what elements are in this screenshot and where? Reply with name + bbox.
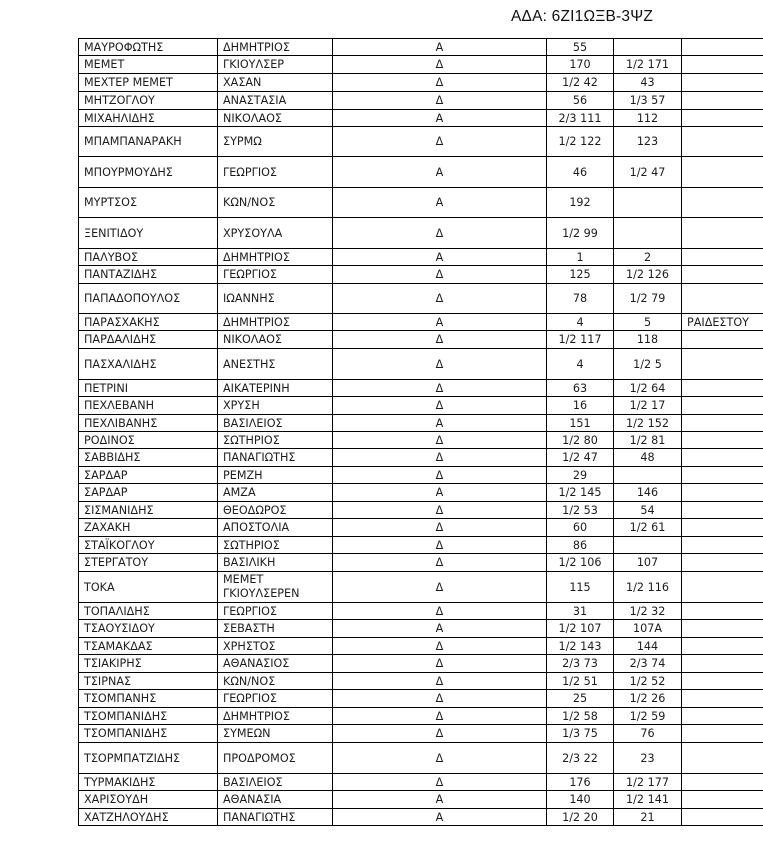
surname-cell: ΣΙΣΜΑΝΙΔΗΣ [79, 502, 218, 519]
table-row [79, 218, 763, 249]
first-name-cell: ΒΑΣΙΛΙΚΗ [218, 554, 333, 572]
number-cell: 1/2 99 [547, 218, 614, 249]
surname-cell: ΣΤΕΡΓΑΤΟΥ [79, 554, 218, 572]
number-cell: 1/2 117 [547, 331, 614, 349]
type-cell: Α [333, 157, 547, 188]
second-number-cell: 1/2 32 [614, 603, 682, 620]
table-row [79, 620, 763, 638]
note-cell [682, 415, 763, 432]
type-cell: Δ [333, 673, 547, 690]
second-number-cell: 118 [614, 331, 682, 349]
first-name-cell: ΓΕΩΡΓΙΟΣ [218, 690, 333, 708]
surname-cell: ΠΑΠΑΔΟΠΟΥΛΟΣ [79, 284, 218, 314]
table-row [79, 127, 763, 157]
number-cell: 2/3 22 [547, 743, 614, 774]
surname-cell: ΣΑΒΒΙΔΗΣ [79, 449, 218, 467]
note-cell [682, 725, 763, 743]
surname-cell: ΜΠΟΥΡΜΟΥΔΗΣ [79, 157, 218, 188]
type-cell: Δ [333, 266, 547, 284]
first-name-cell: ΧΑΣΑΝ [218, 74, 333, 92]
surname-cell: ΠΑΛΥΒΟΣ [79, 249, 218, 266]
table-row [79, 415, 763, 432]
type-cell: Δ [333, 725, 547, 743]
table-row [79, 467, 763, 484]
number-cell: 78 [547, 284, 614, 314]
table-row [79, 519, 763, 537]
number-cell: 55 [547, 39, 614, 56]
first-name-cell: ΑΠΟΣΤΟΛΙΑ [218, 519, 333, 537]
second-number-cell: 1/2 17 [614, 397, 682, 415]
number-cell: 1/2 51 [547, 673, 614, 690]
note-cell [682, 432, 763, 449]
type-cell: Α [333, 484, 547, 502]
first-name-cell: ΠΑΝΑΓΙΩΤΗΣ [218, 809, 333, 826]
number-cell: 4 [547, 314, 614, 331]
type-cell: Δ [333, 572, 547, 603]
table-row [79, 655, 763, 673]
note-cell [682, 554, 763, 572]
note-cell [682, 449, 763, 467]
note-cell [682, 74, 763, 92]
first-name-cell: ΑΝΕΣΤΗΣ [218, 349, 333, 380]
number-cell: 1/2 106 [547, 554, 614, 572]
type-cell: Δ [333, 218, 547, 249]
first-name-cell: ΑΘΑΝΑΣΙΟΣ [218, 655, 333, 673]
second-number-cell: 1/2 152 [614, 415, 682, 432]
first-name-cell: ΝΙΚΟΛΑΟΣ [218, 110, 333, 127]
surname-cell: ΤΣΑΜΑΚΔΑΣ [79, 638, 218, 655]
number-cell: 1/3 75 [547, 725, 614, 743]
table-row [79, 249, 763, 266]
second-number-cell: 43 [614, 74, 682, 92]
surname-cell: ΠΕΧΛΕΒΑΝΗ [79, 397, 218, 415]
first-name-cell: ΠΑΝΑΓΙΩΤΗΣ [218, 449, 333, 467]
second-number-cell: 107Α [614, 620, 682, 638]
first-name-cell: ΓΚΙΟΥΛΣΕΡ [218, 56, 333, 74]
second-number-cell [614, 39, 682, 56]
second-number-cell [614, 467, 682, 484]
type-cell: Α [333, 249, 547, 266]
number-cell: 63 [547, 380, 614, 397]
note-cell [682, 809, 763, 826]
note-cell [682, 655, 763, 673]
surname-cell: ΠΑΡΔΑΛΙΔΗΣ [79, 331, 218, 349]
table-row [79, 110, 763, 127]
table-row [79, 92, 763, 110]
second-number-cell: 5 [614, 314, 682, 331]
type-cell: Δ [333, 690, 547, 708]
type-cell: Δ [333, 743, 547, 774]
ada-code: ΑΔΑ: 6ΖΙ1ΩΞΒ-3ΨΖ [511, 8, 654, 25]
type-cell: Α [333, 809, 547, 826]
note-cell [682, 519, 763, 537]
first-name-cell: ΝΙΚΟΛΑΟΣ [218, 331, 333, 349]
type-cell: Δ [333, 554, 547, 572]
second-number-cell: 107 [614, 554, 682, 572]
surname-cell: ΜΥΡΤΣΟΣ [79, 188, 218, 218]
number-cell: 46 [547, 157, 614, 188]
second-number-cell: 1/2 79 [614, 284, 682, 314]
number-cell: 2/3 111 [547, 110, 614, 127]
number-cell: 115 [547, 572, 614, 603]
first-name-cell: ΓΕΩΡΓΙΟΣ [218, 603, 333, 620]
number-cell: 56 [547, 92, 614, 110]
registry-table-body [79, 39, 763, 826]
second-number-cell: 76 [614, 725, 682, 743]
note-cell [682, 537, 763, 554]
table-row [79, 349, 763, 380]
surname-cell: ΞΕΝΙΤΙΔΟΥ [79, 218, 218, 249]
number-cell: 1/2 58 [547, 708, 614, 725]
type-cell: Δ [333, 56, 547, 74]
surname-cell: ΧΑΤΖΗΛΟΥΔΗΣ [79, 809, 218, 826]
surname-cell: ΜΙΧΑΗΛΙΔΗΣ [79, 110, 218, 127]
number-cell: 1/2 47 [547, 449, 614, 467]
first-name-cell: ΔΗΜΗΤΡΙΟΣ [218, 708, 333, 725]
second-number-cell: 146 [614, 484, 682, 502]
type-cell: Δ [333, 349, 547, 380]
surname-cell: ΤΣΙΡΝΑΣ [79, 673, 218, 690]
surname-cell: ΤΣΑΟΥΣΙΔΟΥ [79, 620, 218, 638]
note-cell [682, 92, 763, 110]
second-number-cell [614, 537, 682, 554]
first-name-cell: ΣΩΤΗΡΙΟΣ [218, 432, 333, 449]
surname-cell: ΤΣΟΜΠΑΝΗΣ [79, 690, 218, 708]
second-number-cell: 1/2 81 [614, 432, 682, 449]
first-name-cell: ΓΕΩΡΓΙΟΣ [218, 157, 333, 188]
second-number-cell: 1/2 141 [614, 791, 682, 809]
number-cell: 86 [547, 537, 614, 554]
number-cell: 170 [547, 56, 614, 74]
number-cell: 125 [547, 266, 614, 284]
table-row [79, 537, 763, 554]
type-cell: Δ [333, 284, 547, 314]
first-name-cell: ΡΕΜΖΗ [218, 467, 333, 484]
number-cell: 16 [547, 397, 614, 415]
first-name-cell: ΑΘΑΝΑΣΙΑ [218, 791, 333, 809]
table-row [79, 380, 763, 397]
second-number-cell: 23 [614, 743, 682, 774]
first-name-cell: ΑΜΖΑ [218, 484, 333, 502]
surname-cell: ΧΑΡΙΣΟΥΔΗ [79, 791, 218, 809]
number-cell: 25 [547, 690, 614, 708]
type-cell: Δ [333, 127, 547, 157]
table-row [79, 743, 763, 774]
note-cell [682, 502, 763, 519]
first-name-cell: ΒΑΣΙΛΕΙΟΣ [218, 774, 333, 791]
note-cell [682, 572, 763, 603]
type-cell: Α [333, 110, 547, 127]
surname-cell: ΤΥΡΜΑΚΙΔΗΣ [79, 774, 218, 791]
first-name-cell: ΧΡΥΣΗ [218, 397, 333, 415]
type-cell: Α [333, 314, 547, 331]
surname-cell: ΜΠΑΜΠΑΝΑΡΑΚΗ [79, 127, 218, 157]
first-name-cell: ΚΩΝ/ΝΟΣ [218, 673, 333, 690]
table-row [79, 572, 763, 603]
second-number-cell: 54 [614, 502, 682, 519]
type-cell: Α [333, 39, 547, 56]
table-row [79, 449, 763, 467]
registry-table [78, 38, 763, 826]
note-cell [682, 349, 763, 380]
note-cell [682, 397, 763, 415]
second-number-cell: 1/2 64 [614, 380, 682, 397]
second-number-cell: 1/2 26 [614, 690, 682, 708]
note-cell [682, 638, 763, 655]
note-cell [682, 708, 763, 725]
table-row [79, 554, 763, 572]
type-cell: Δ [333, 432, 547, 449]
surname-cell: ΣΑΡΔΑΡ [79, 484, 218, 502]
surname-cell: ΜΕΧΤΕΡ ΜΕΜΕΤ [79, 74, 218, 92]
table-row [79, 432, 763, 449]
first-name-cell: ΧΡΗΣΤΟΣ [218, 638, 333, 655]
table-row [79, 39, 763, 56]
note-cell [682, 188, 763, 218]
table-row [79, 690, 763, 708]
number-cell: 176 [547, 774, 614, 791]
second-number-cell: 1/2 177 [614, 774, 682, 791]
surname-cell: ΠΕΤΡΙΝΙ [79, 380, 218, 397]
surname-cell: ΠΕΧΛΙΒΑΝΗΣ [79, 415, 218, 432]
second-number-cell: 1/2 171 [614, 56, 682, 74]
first-name-cell: ΑΙΚΑΤΕΡΙΝΗ [218, 380, 333, 397]
first-name-cell: ΣΥΜΕΩΝ [218, 725, 333, 743]
second-number-cell: 2 [614, 249, 682, 266]
second-number-cell: 1/2 126 [614, 266, 682, 284]
type-cell: Δ [333, 331, 547, 349]
second-number-cell: 144 [614, 638, 682, 655]
table-row [79, 74, 763, 92]
type-cell: Δ [333, 380, 547, 397]
number-cell: 1 [547, 249, 614, 266]
second-number-cell: 1/2 116 [614, 572, 682, 603]
table-row [79, 791, 763, 809]
number-cell: 29 [547, 467, 614, 484]
surname-cell: ΤΣΟΜΠΑΝΙΔΗΣ [79, 708, 218, 725]
type-cell: Δ [333, 502, 547, 519]
number-cell: 1/2 53 [547, 502, 614, 519]
second-number-cell [614, 218, 682, 249]
number-cell: 31 [547, 603, 614, 620]
surname-cell: ΤΣΙΑΚΙΡΗΣ [79, 655, 218, 673]
type-cell: Α [333, 188, 547, 218]
first-name-cell: ΣΩΤΗΡΙΟΣ [218, 537, 333, 554]
second-number-cell: 123 [614, 127, 682, 157]
note-cell [682, 467, 763, 484]
type-cell: Δ [333, 74, 547, 92]
note-cell [682, 743, 763, 774]
type-cell: Α [333, 791, 547, 809]
first-name-cell: ΣΕΒΑΣΤΗ [218, 620, 333, 638]
first-name-cell: ΠΡΟΔΡΟΜΟΣ [218, 743, 333, 774]
second-number-cell: 1/2 5 [614, 349, 682, 380]
type-cell: Α [333, 415, 547, 432]
type-cell: Δ [333, 655, 547, 673]
table-row [79, 809, 763, 826]
note-cell [682, 331, 763, 349]
number-cell: 60 [547, 519, 614, 537]
surname-cell: ΣΑΡΔΑΡ [79, 467, 218, 484]
note-cell: ΡΑΙΔΕΣΤΟΥ [682, 314, 763, 331]
second-number-cell: 21 [614, 809, 682, 826]
first-name-cell: ΔΗΜΗΤΡΙΟΣ [218, 39, 333, 56]
table-row [79, 284, 763, 314]
surname-cell: ΠΑΣΧΑΛΙΔΗΣ [79, 349, 218, 380]
table-row [79, 397, 763, 415]
note-cell [682, 56, 763, 74]
first-name-cell: ΣΥΡΜΩ [218, 127, 333, 157]
note-cell [682, 110, 763, 127]
table-row [79, 708, 763, 725]
table-row [79, 502, 763, 519]
number-cell: 2/3 73 [547, 655, 614, 673]
table-row [79, 188, 763, 218]
surname-cell: ΡΟΔΙΝΟΣ [79, 432, 218, 449]
type-cell: Δ [333, 603, 547, 620]
note-cell [682, 380, 763, 397]
surname-cell: ΜΑΥΡΟΦΩΤΗΣ [79, 39, 218, 56]
table-row [79, 266, 763, 284]
first-name-cell: ΜΕΜΕΤ ΓΚΙΟΥΛΣΕΡΕΝ [218, 572, 333, 603]
surname-cell: ΠΑΡΑΣΧΑΚΗΣ [79, 314, 218, 331]
type-cell: Δ [333, 92, 547, 110]
note-cell [682, 603, 763, 620]
note-cell [682, 39, 763, 56]
table-row [79, 673, 763, 690]
second-number-cell: 1/2 52 [614, 673, 682, 690]
number-cell: 192 [547, 188, 614, 218]
table-row [79, 774, 763, 791]
number-cell: 151 [547, 415, 614, 432]
note-cell [682, 157, 763, 188]
table-row [79, 638, 763, 655]
second-number-cell: 48 [614, 449, 682, 467]
note-cell [682, 249, 763, 266]
surname-cell: ΤΣΟΡΜΠΑΤΖΙΔΗΣ [79, 743, 218, 774]
first-name-cell: ΘΕΟΔΩΡΟΣ [218, 502, 333, 519]
type-cell: Δ [333, 449, 547, 467]
note-cell [682, 266, 763, 284]
second-number-cell: 112 [614, 110, 682, 127]
note-cell [682, 690, 763, 708]
note-cell [682, 284, 763, 314]
note-cell [682, 484, 763, 502]
surname-cell: ΤΟΚΑ [79, 572, 218, 603]
second-number-cell: 1/2 47 [614, 157, 682, 188]
number-cell: 1/2 80 [547, 432, 614, 449]
surname-cell: ΤΟΠΑΛΙΔΗΣ [79, 603, 218, 620]
second-number-cell: 1/3 57 [614, 92, 682, 110]
first-name-cell: ΑΝΑΣΤΑΣΙΑ [218, 92, 333, 110]
number-cell: 1/2 122 [547, 127, 614, 157]
table-row [79, 603, 763, 620]
type-cell: Δ [333, 519, 547, 537]
number-cell: 1/2 20 [547, 809, 614, 826]
table-row [79, 157, 763, 188]
first-name-cell: ΒΑΣΙΛΕΙΟΣ [218, 415, 333, 432]
note-cell [682, 620, 763, 638]
second-number-cell: 1/2 59 [614, 708, 682, 725]
number-cell: 140 [547, 791, 614, 809]
number-cell: 1/2 145 [547, 484, 614, 502]
number-cell: 1/2 107 [547, 620, 614, 638]
type-cell: Δ [333, 708, 547, 725]
table-row [79, 314, 763, 331]
note-cell [682, 673, 763, 690]
surname-cell: ΤΣΟΜΠΑΝΙΔΗΣ [79, 725, 218, 743]
surname-cell: ΣΤΑΪΚΟΓΛΟΥ [79, 537, 218, 554]
type-cell: Δ [333, 467, 547, 484]
second-number-cell [614, 188, 682, 218]
type-cell: Δ [333, 774, 547, 791]
first-name-cell: ΧΡΥΣΟΥΛΑ [218, 218, 333, 249]
number-cell: 4 [547, 349, 614, 380]
first-name-cell: ΓΕΩΡΓΙΟΣ [218, 266, 333, 284]
note-cell [682, 791, 763, 809]
first-name-cell: ΔΗΜΗΤΡΙΟΣ [218, 249, 333, 266]
number-cell: 1/2 143 [547, 638, 614, 655]
type-cell: Δ [333, 397, 547, 415]
second-number-cell: 1/2 61 [614, 519, 682, 537]
table-row [79, 56, 763, 74]
note-cell [682, 127, 763, 157]
number-cell: 1/2 42 [547, 74, 614, 92]
surname-cell: ΜΗΤΖΟΓΛΟΥ [79, 92, 218, 110]
type-cell: Α [333, 620, 547, 638]
table-row [79, 725, 763, 743]
type-cell: Δ [333, 537, 547, 554]
surname-cell: ΖΑΧΑΚΗ [79, 519, 218, 537]
type-cell: Δ [333, 638, 547, 655]
note-cell [682, 218, 763, 249]
second-number-cell: 2/3 74 [614, 655, 682, 673]
table-row [79, 331, 763, 349]
surname-cell: ΜΕΜΕΤ [79, 56, 218, 74]
table-row [79, 484, 763, 502]
surname-cell: ΠΑΝΤΑΖΙΔΗΣ [79, 266, 218, 284]
note-cell [682, 774, 763, 791]
first-name-cell: ΙΩΑΝΝΗΣ [218, 284, 333, 314]
first-name-cell: ΔΗΜΗΤΡΙΟΣ [218, 314, 333, 331]
first-name-cell: ΚΩΝ/ΝΟΣ [218, 188, 333, 218]
